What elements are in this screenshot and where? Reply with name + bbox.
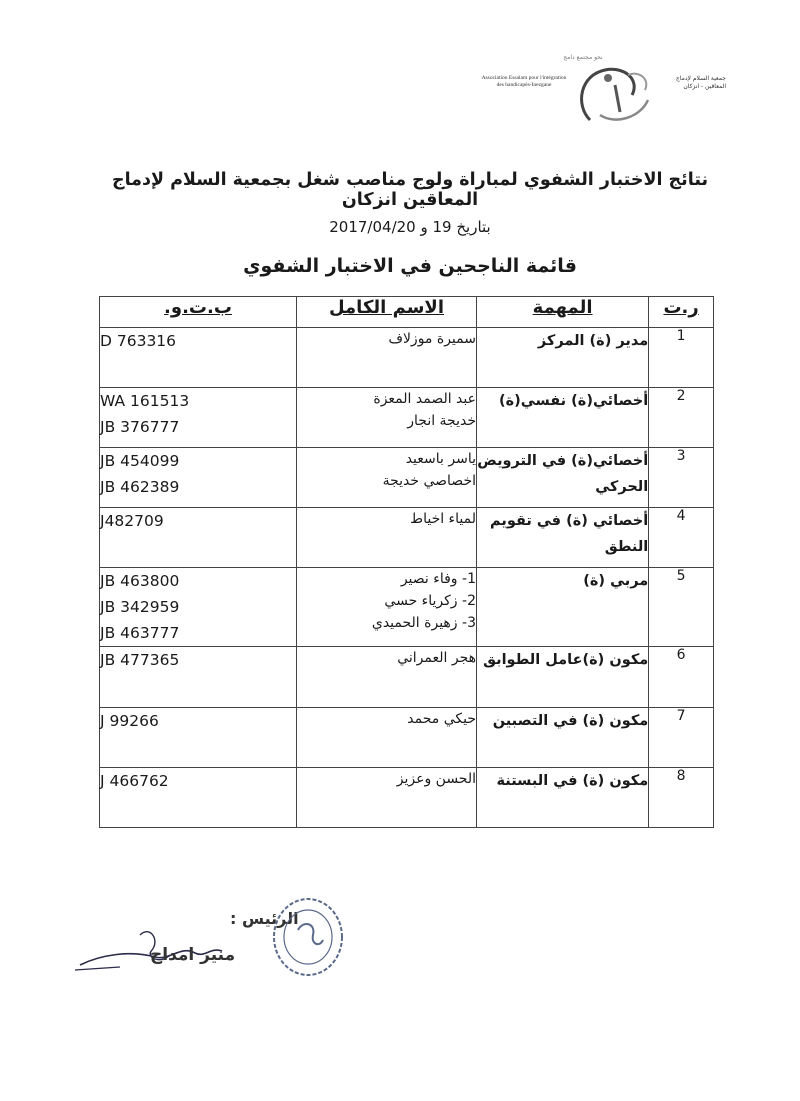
logo-arabic-name: جمعية السلام لإدماج المعاقين - انزكان (675, 75, 726, 90)
header-number: ر.ت (649, 297, 714, 328)
signature-title: الرئيس : (230, 909, 299, 928)
candidate-id: WA 161513 (100, 392, 190, 410)
row-ids (100, 568, 297, 647)
row-job: مربي (ة) (477, 568, 649, 647)
row-number: 2 (649, 388, 714, 448)
row-number: 8 (649, 768, 714, 828)
row-job: مدير (ة) المركز (477, 328, 649, 388)
candidate-name: الحسن وعزيز (396, 771, 476, 787)
row-names (296, 568, 476, 647)
row-number: 6 (649, 647, 714, 708)
document-title: نتائج الاختبار الشفوي لمباراة ولوج مناصب شغل بجمعية السلام لإدماج المعاقين انزكان (111, 170, 709, 210)
candidate-id: JB 376777 (100, 418, 180, 436)
row-job: مكون (ة) في التصبين (477, 708, 649, 768)
table-row (100, 508, 714, 568)
row-ids (100, 708, 297, 768)
results-table (99, 296, 714, 828)
candidate-id: J 466762 (100, 772, 169, 790)
row-job: مكون (ة) في البستنة (477, 768, 649, 828)
logo-emblem-icon (570, 60, 665, 130)
list-title: قائمة الناجحين في الاختبار الشفوي (243, 255, 577, 277)
signature-name: منير امداح (150, 945, 236, 965)
row-names (296, 328, 476, 388)
row-names (296, 768, 476, 828)
row-names (296, 448, 476, 508)
candidate-id: J 99266 (100, 712, 159, 730)
row-ids (100, 388, 297, 448)
candidate-name: حيكي محمد (407, 711, 476, 727)
candidate-id: JB 477365 (100, 651, 180, 669)
candidate-id: J482709 (100, 512, 164, 530)
table-row (100, 388, 714, 448)
row-ids (100, 768, 297, 828)
document-date: بتاريخ 19 و 2017/04/20 (329, 218, 491, 236)
row-number: 4 (649, 508, 714, 568)
row-names (296, 708, 476, 768)
header-name: الاسم الكامل (296, 297, 476, 328)
row-names (296, 388, 476, 448)
table-row (100, 448, 714, 508)
candidate-id: JB 462389 (100, 478, 180, 496)
table-row (100, 328, 714, 388)
candidate-id: JB 463800 (100, 572, 180, 590)
row-ids (100, 647, 297, 708)
candidate-id: JB 454099 (100, 452, 180, 470)
candidate-id: JB 463777 (100, 624, 180, 642)
candidate-id: JB 342959 (100, 598, 180, 616)
row-names (296, 508, 476, 568)
table-row (100, 768, 714, 828)
logo-latin-name: Association Essalam pour l'intégration des handicapés-Inezgane (481, 75, 567, 88)
association-stamp-icon (268, 895, 348, 980)
row-ids (100, 328, 297, 388)
header-job: المهمة (477, 297, 649, 328)
row-number: 5 (649, 568, 714, 647)
candidate-name: عبد الصمد المعزة (373, 391, 476, 407)
row-ids (100, 448, 297, 508)
row-job: أخصائي(ة) في الترويض الحركي (477, 448, 649, 508)
candidate-id: D 763316 (100, 332, 177, 350)
row-names (296, 647, 476, 708)
candidate-name: 1- وفاء نصير (400, 571, 476, 587)
row-number: 3 (649, 448, 714, 508)
table-header-row (100, 297, 714, 328)
table-row (100, 568, 714, 647)
row-job: مكون (ة)عامل الطوابق (477, 647, 649, 708)
candidate-name: 2- زكرياء حسي (384, 593, 476, 609)
candidate-name: ياسر باسعيد (405, 451, 476, 467)
candidate-name: 3- زهيرة الحميدي (371, 615, 476, 631)
logo-motto: نحو مجتمع دامج (563, 54, 603, 61)
row-ids (100, 508, 297, 568)
candidate-name: اخصاصي خديجة (382, 473, 476, 489)
candidate-name: خديجة انجار (407, 413, 476, 429)
candidate-name: سميرة موزلاف (388, 331, 476, 347)
table-row (100, 708, 714, 768)
candidate-name: لمياء اخياط (410, 511, 476, 527)
row-number: 1 (649, 328, 714, 388)
association-logo (448, 30, 726, 120)
row-job: أخصائي(ة) نفسي(ة) (477, 388, 649, 448)
row-job: أخصائي (ة) في تقويم النطق (477, 508, 649, 568)
table-row (100, 647, 714, 708)
header-id: ب.ت.و. (100, 297, 297, 328)
candidate-name: هجر العمراني (397, 650, 476, 666)
row-number: 7 (649, 708, 714, 768)
